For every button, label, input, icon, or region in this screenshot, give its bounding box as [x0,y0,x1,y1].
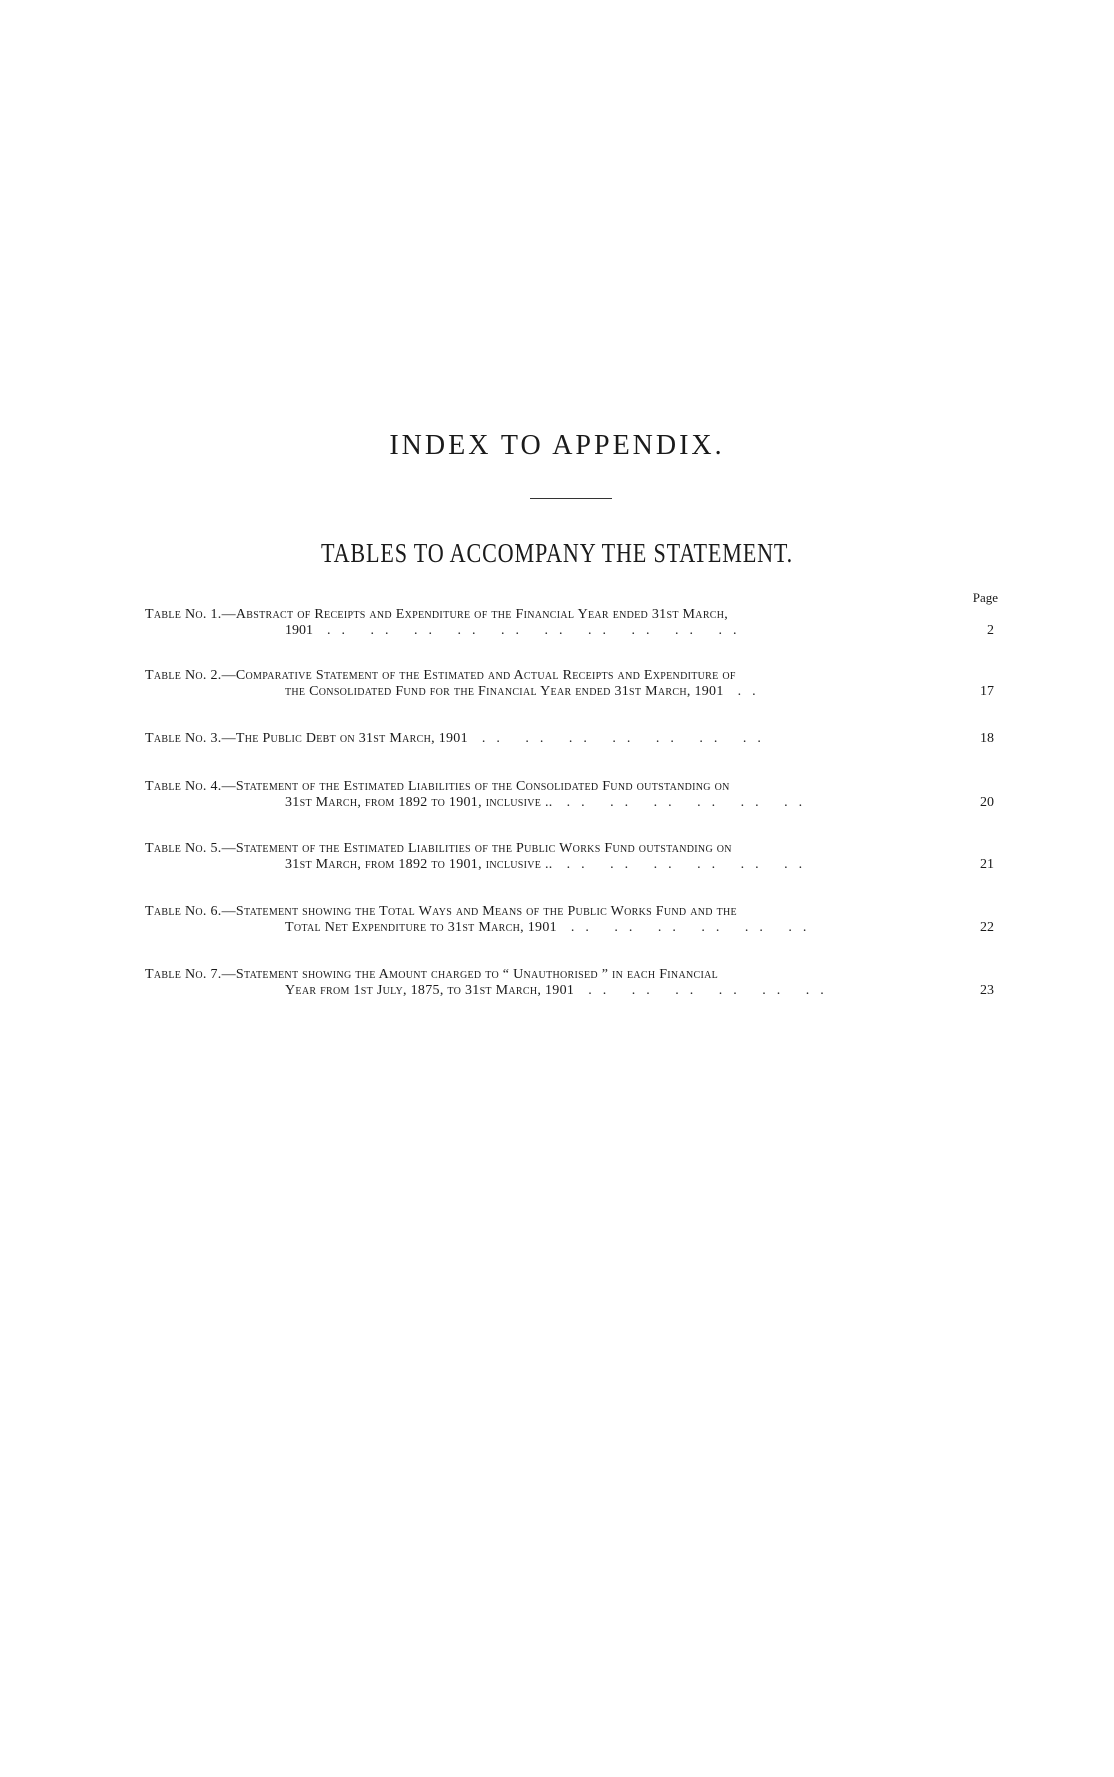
entry-label: Table No. 3. [145,731,222,746]
title-divider [530,498,612,499]
entry-page-number: 21 [980,857,994,872]
page-column-label: Page [972,590,998,605]
entry-page-number: 17 [980,684,994,699]
entry-title-continued: the Consolidated Fund for the Financial Year ended 31st March, 1901 [285,684,724,699]
section-title: TABLES TO ACCOMPANY THE STATEMENT. [321,538,793,568]
dot-leader: .. .. .. .. .. .. [588,983,835,998]
entry-page-number: 23 [980,983,994,998]
entry-title-continued: 31st March, from 1892 to 1901, inclusive .. [285,857,553,872]
entry-title: —Statement showing the Amount charged to “ Unauthorised ” in each Financial [221,967,719,982]
dot-leader: .. .. .. .. .. .. [566,857,814,872]
entry-title: —Statement of the Estimated Liabilities of the Public Works Fund outstanding on [221,841,732,856]
dot-leader: .. .. .. .. .. .. .. .. .. .. [327,623,748,638]
entry-title-continued: Total Net Expenditure to 31st March, 1901 [285,920,557,935]
entry-title-continued: 1901 [285,623,313,638]
entry-page-number: 2 [987,623,994,638]
entry-title-continued: 31st March, from 1892 to 1901, inclusive .. [285,795,553,810]
index-entry-table-7 [145,967,1000,999]
index-entry-table-3 [145,731,1000,747]
entry-label: Table No. 2. [145,668,222,683]
entry-page-number: 18 [980,731,994,746]
entry-title: —Statement of the Estimated Liabilities of the Consolidated Fund outstanding on [221,779,730,794]
entry-label: Table No. 5. [145,841,222,856]
dot-leader: .. .. .. .. .. .. [566,795,814,810]
entry-title: —The Public Debt on 31st March, 1901 [221,731,468,746]
entry-label: Table No. 4. [145,779,222,794]
dot-leader: .. [737,684,767,699]
index-entry-table-4 [145,779,1000,811]
index-entry-table-6 [145,904,1000,936]
entry-label: Table No. 7. [145,967,222,982]
entry-title: —Comparative Statement of the Estimated and Actual Receipts and Expenditure of [221,668,736,683]
index-entry-table-5 [145,841,1000,873]
entry-title: —Statement showing the Total Ways and Means of the Public Works Fund and the [221,904,737,919]
entry-page-number: 22 [980,920,994,935]
entry-title-continued: Year from 1st July, 1875, to 31st March, 1901 [285,983,575,998]
index-title: INDEX TO APPENDIX. [389,430,725,461]
dot-leader: .. .. .. .. .. .. [570,920,818,935]
entry-page-number: 20 [980,795,994,810]
index-entry-table-1 [145,607,1000,639]
dot-leader: .. .. .. .. .. .. .. [481,731,772,746]
index-entry-table-2 [145,668,1000,700]
entry-label: Table No. 1. [145,607,222,622]
entry-title: —Abstract of Receipts and Expenditure of the Financial Year ended 31st March, [221,607,729,622]
entry-label: Table No. 6. [145,904,222,919]
